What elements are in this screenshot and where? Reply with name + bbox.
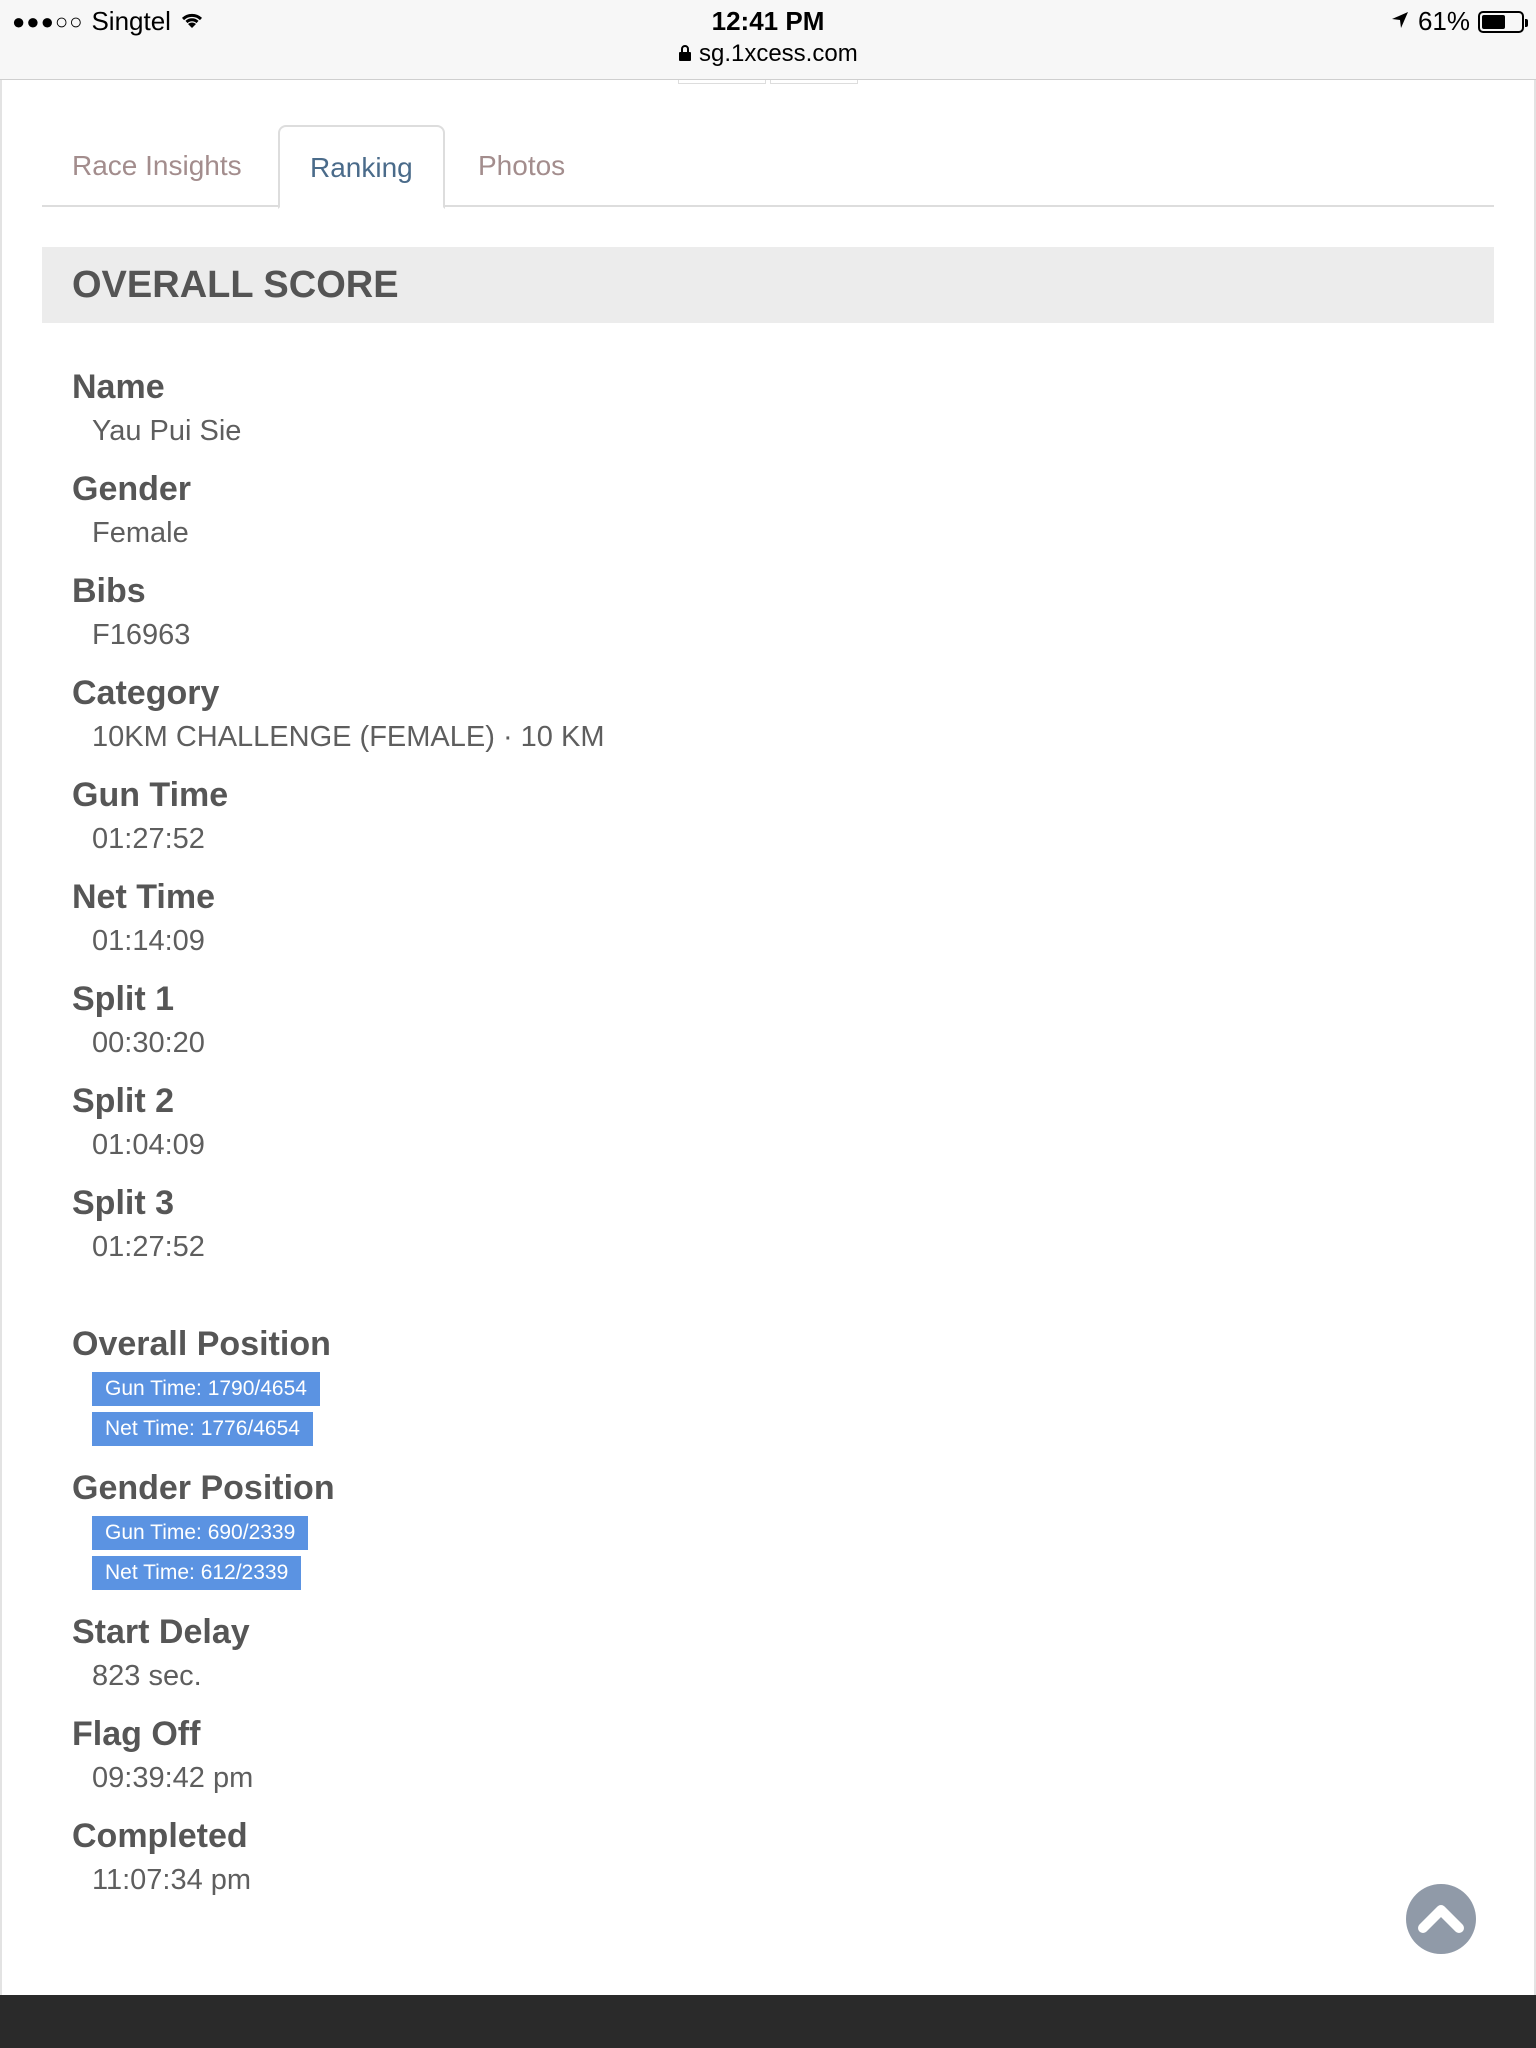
gender-gun-time-badge: Gun Time: 690/2339 — [92, 1516, 308, 1550]
location-arrow-icon — [1390, 6, 1410, 37]
battery-percent: 61% — [1417, 6, 1470, 36]
tab-race-insights[interactable]: Race Insights — [72, 150, 242, 181]
clock: 12:41 PM — [711, 6, 825, 36]
top-stub-left — [678, 80, 766, 84]
field-bibs — [72, 569, 190, 655]
status-right — [1390, 6, 1524, 37]
field-label: Split 1 — [72, 980, 175, 1018]
field-label: Bibs — [72, 572, 146, 610]
page-footer — [0, 1995, 1536, 2048]
field-value: 01:27:52 — [92, 1231, 205, 1263]
gender-net-time-badge: Net Time: 612/2339 — [92, 1556, 301, 1590]
field-split-1 — [72, 977, 205, 1063]
overall-score-header — [42, 247, 1494, 323]
signal-strength: ●●●○○ — [12, 8, 84, 34]
tab-photos[interactable]: Photos — [478, 150, 566, 181]
lock-icon — [678, 40, 699, 67]
overall-net-time-badge: Net Time: 1776/4654 — [92, 1412, 313, 1446]
field-value: F16963 — [92, 619, 191, 651]
status-bar — [0, 0, 1536, 80]
field-split-3 — [72, 1181, 205, 1267]
field-value: 01:14:09 — [92, 925, 205, 957]
field-label: Flag Off — [72, 1715, 201, 1753]
field-label: Category — [72, 674, 220, 712]
field-value: 01:27:52 — [92, 823, 205, 855]
field-value: 01:04:09 — [92, 1129, 205, 1161]
field-value: 11:07:34 pm — [92, 1864, 252, 1896]
field-label: Name — [72, 368, 165, 406]
field-flag-off — [72, 1712, 253, 1798]
field-value: 00:30:20 — [92, 1027, 205, 1059]
field-net-time — [72, 875, 215, 961]
field-value: 10KM CHALLENGE (FEMALE) · 10 KM — [92, 721, 605, 753]
overall-gun-time-badge: Gun Time: 1790/4654 — [92, 1372, 320, 1406]
field-value: 823 sec. — [92, 1660, 202, 1692]
field-gun-time — [72, 773, 228, 859]
field-label: Gender Position — [72, 1469, 335, 1507]
field-label: Completed — [72, 1817, 248, 1855]
field-value: Female — [92, 517, 189, 549]
tab-bar — [42, 125, 1494, 207]
field-split-2 — [72, 1079, 205, 1165]
field-completed — [72, 1814, 251, 1900]
section-title: OVERALL SCORE — [72, 264, 399, 306]
battery-level — [1482, 15, 1505, 29]
field-label: Net Time — [72, 878, 215, 916]
url-text: sg.1xcess.com — [698, 40, 858, 67]
field-label: Start Delay — [72, 1613, 250, 1651]
field-label: Split 3 — [72, 1184, 175, 1222]
battery-icon — [1478, 11, 1524, 33]
field-value: Yau Pui Sie — [92, 415, 242, 447]
field-gender-position — [72, 1466, 335, 1590]
top-stub-right — [770, 80, 858, 84]
field-label: Gun Time — [72, 776, 229, 814]
field-category — [72, 671, 604, 757]
scroll-to-top-button[interactable] — [1406, 1884, 1476, 1954]
field-overall-position — [72, 1322, 331, 1446]
field-gender — [72, 467, 191, 553]
field-name — [72, 365, 241, 451]
address-bar[interactable] — [0, 40, 1536, 68]
field-label: Overall Position — [72, 1325, 331, 1363]
field-label: Gender — [72, 470, 192, 508]
field-start-delay — [72, 1610, 250, 1696]
field-label: Split 2 — [72, 1082, 175, 1120]
field-value: 09:39:42 pm — [92, 1762, 254, 1794]
carrier-name: Singtel — [91, 6, 171, 36]
chevron-up-icon — [1406, 1941, 1476, 1958]
tab-ranking[interactable]: Ranking — [278, 125, 445, 209]
